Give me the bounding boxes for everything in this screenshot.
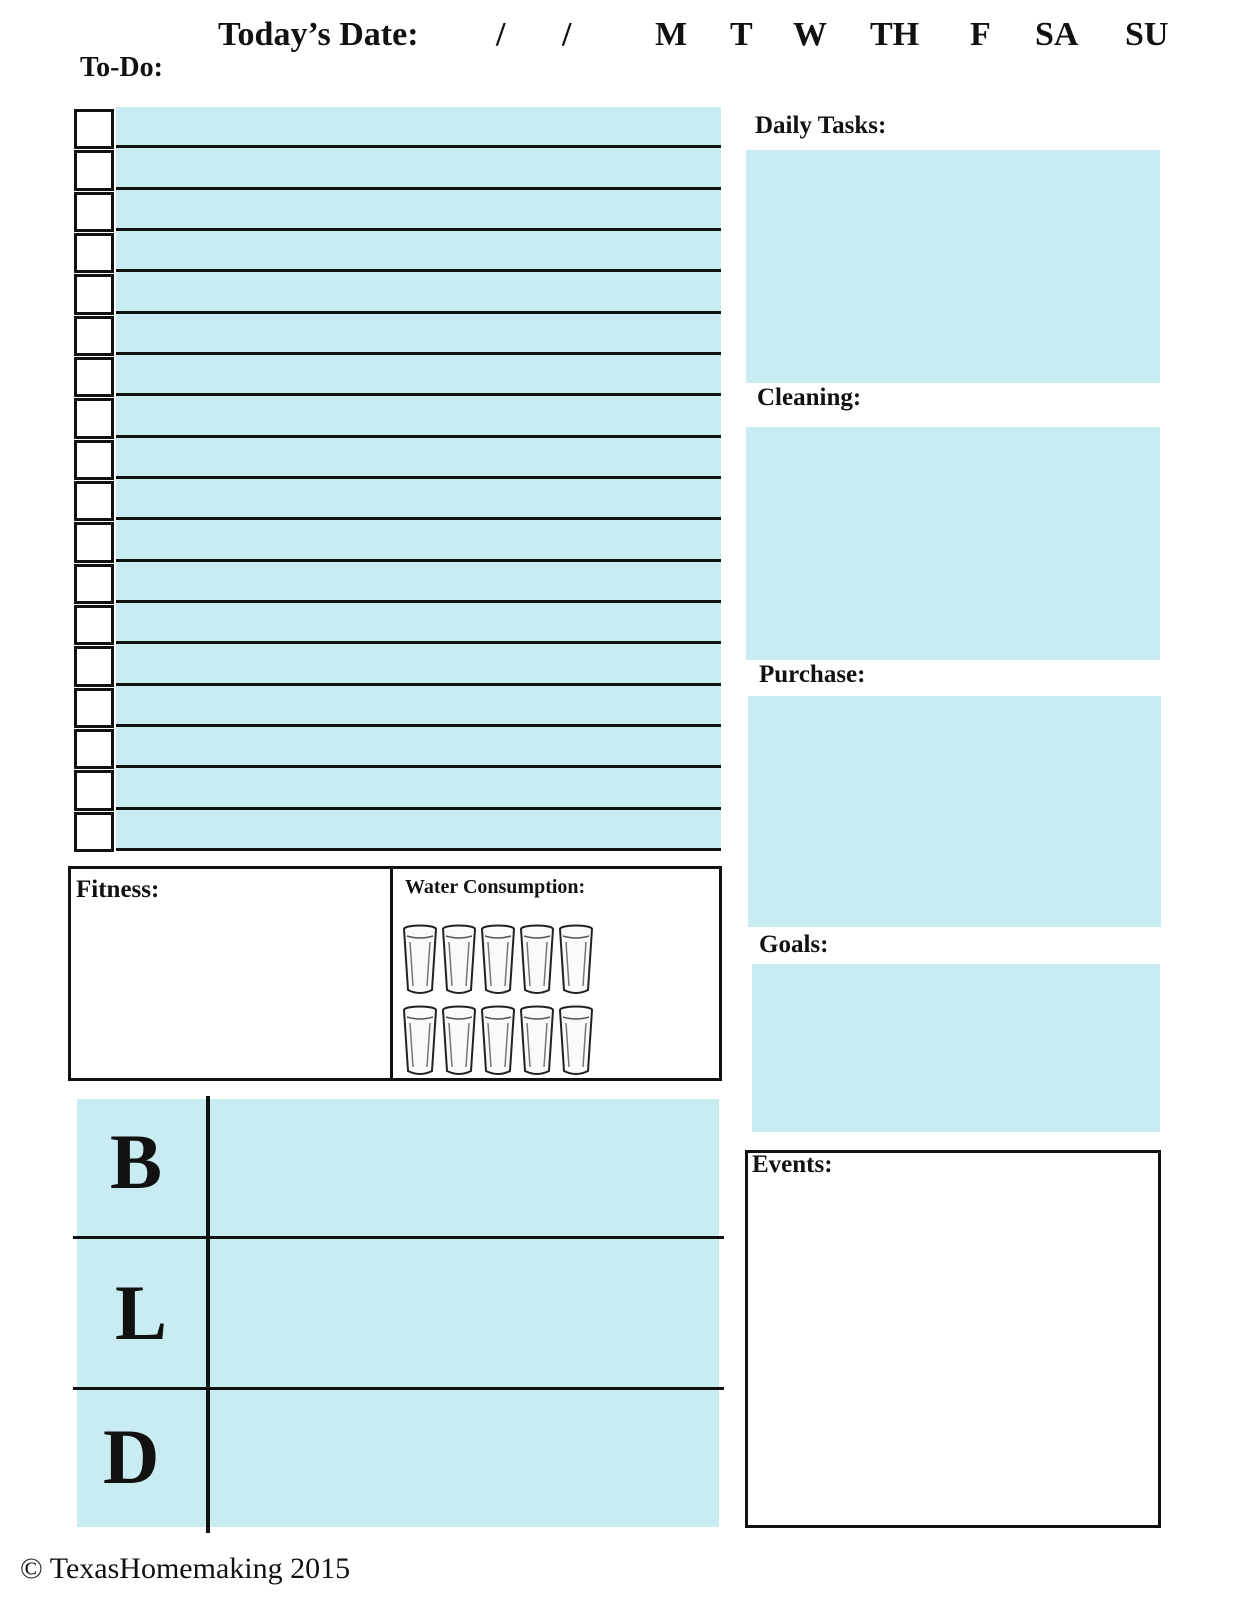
todo-checkbox[interactable] bbox=[74, 688, 114, 728]
todo-checkbox[interactable] bbox=[74, 812, 114, 852]
todo-entry[interactable] bbox=[116, 479, 721, 517]
breakfast-entry[interactable] bbox=[212, 1099, 719, 1235]
lunch-letter: L bbox=[115, 1269, 168, 1356]
dinner-entry[interactable] bbox=[212, 1391, 719, 1527]
todo-checkbox[interactable] bbox=[74, 564, 114, 604]
todo-entry[interactable] bbox=[116, 603, 721, 641]
todo-checkbox[interactable] bbox=[74, 316, 114, 356]
date-slash-1: / bbox=[496, 16, 506, 53]
events-label: Events: bbox=[752, 1151, 833, 1178]
todo-checkbox[interactable] bbox=[74, 440, 114, 480]
meal-divider-1 bbox=[73, 1236, 724, 1239]
water-box bbox=[390, 866, 722, 1081]
todo-entry[interactable] bbox=[116, 272, 721, 310]
todo-entry[interactable] bbox=[116, 727, 721, 765]
fitness-label: Fitness: bbox=[76, 876, 160, 903]
cleaning-area[interactable] bbox=[746, 427, 1160, 660]
lunch-entry[interactable] bbox=[212, 1240, 719, 1386]
cleaning-label: Cleaning: bbox=[757, 384, 862, 411]
copyright-text: © TexasHomemaking 2015 bbox=[20, 1552, 351, 1585]
todo-checkbox[interactable] bbox=[74, 192, 114, 232]
todo-entry[interactable] bbox=[116, 190, 721, 228]
todo-entry[interactable] bbox=[116, 314, 721, 352]
day-friday: F bbox=[970, 16, 991, 53]
todo-entry[interactable] bbox=[116, 438, 721, 476]
purchase-area[interactable] bbox=[748, 696, 1161, 927]
water-glass-icon[interactable] bbox=[440, 924, 475, 994]
todo-checkbox[interactable] bbox=[74, 481, 114, 521]
day-monday: M bbox=[655, 16, 688, 53]
todo-entry[interactable] bbox=[116, 644, 721, 682]
events-box[interactable] bbox=[745, 1150, 1161, 1528]
todo-entry[interactable] bbox=[116, 148, 721, 186]
todo-entry[interactable] bbox=[116, 355, 721, 393]
todo-rule bbox=[116, 848, 721, 851]
todo-checkbox[interactable] bbox=[74, 274, 114, 314]
todo-entry[interactable] bbox=[116, 231, 721, 269]
todo-checkbox[interactable] bbox=[74, 646, 114, 686]
day-wednesday: W bbox=[793, 16, 827, 53]
todo-entry[interactable] bbox=[116, 810, 721, 848]
todo-checkbox[interactable] bbox=[74, 233, 114, 273]
todo-entry[interactable] bbox=[116, 520, 721, 558]
todo-label: To-Do: bbox=[80, 52, 163, 83]
water-glass-icon[interactable] bbox=[557, 924, 592, 994]
goals-label: Goals: bbox=[759, 931, 829, 958]
water-glass-icon[interactable] bbox=[518, 1005, 553, 1075]
todo-checkbox[interactable] bbox=[74, 150, 114, 190]
goals-area[interactable] bbox=[752, 964, 1160, 1132]
day-tuesday: T bbox=[730, 16, 753, 53]
date-label: Today’s Date: bbox=[218, 16, 419, 53]
water-glass-icon[interactable] bbox=[479, 924, 514, 994]
day-thursday: TH bbox=[870, 16, 920, 53]
water-glass-icon[interactable] bbox=[401, 1005, 436, 1075]
todo-entry[interactable] bbox=[116, 686, 721, 724]
meal-divider-2 bbox=[73, 1387, 724, 1390]
water-glass-icon[interactable] bbox=[440, 1005, 475, 1075]
todo-entry[interactable] bbox=[116, 396, 721, 434]
daily-tasks-area[interactable] bbox=[746, 150, 1160, 383]
todo-checkbox[interactable] bbox=[74, 605, 114, 645]
water-glass-icon[interactable] bbox=[518, 924, 553, 994]
todo-checkbox[interactable] bbox=[74, 770, 114, 810]
todo-checkbox[interactable] bbox=[74, 398, 114, 438]
water-glass-icon[interactable] bbox=[479, 1005, 514, 1075]
todo-entry[interactable] bbox=[116, 562, 721, 600]
water-glass-icon[interactable] bbox=[401, 924, 436, 994]
daily-tasks-label: Daily Tasks: bbox=[755, 112, 887, 139]
date-slash-2: / bbox=[562, 16, 572, 53]
fitness-box[interactable] bbox=[68, 866, 393, 1081]
meal-divider-vertical bbox=[206, 1096, 210, 1533]
todo-checkbox[interactable] bbox=[74, 729, 114, 769]
dinner-letter: D bbox=[103, 1413, 160, 1500]
water-glass-icon[interactable] bbox=[557, 1005, 592, 1075]
todo-checkbox[interactable] bbox=[74, 522, 114, 562]
day-sunday: SU bbox=[1125, 16, 1169, 53]
todo-entry[interactable] bbox=[116, 107, 721, 145]
water-label: Water Consumption: bbox=[405, 876, 586, 898]
day-saturday: SA bbox=[1035, 16, 1079, 53]
todo-entry[interactable] bbox=[116, 768, 721, 806]
todo-checkbox[interactable] bbox=[74, 357, 114, 397]
purchase-label: Purchase: bbox=[759, 661, 866, 688]
breakfast-letter: B bbox=[110, 1118, 163, 1205]
todo-checkbox[interactable] bbox=[74, 109, 114, 149]
